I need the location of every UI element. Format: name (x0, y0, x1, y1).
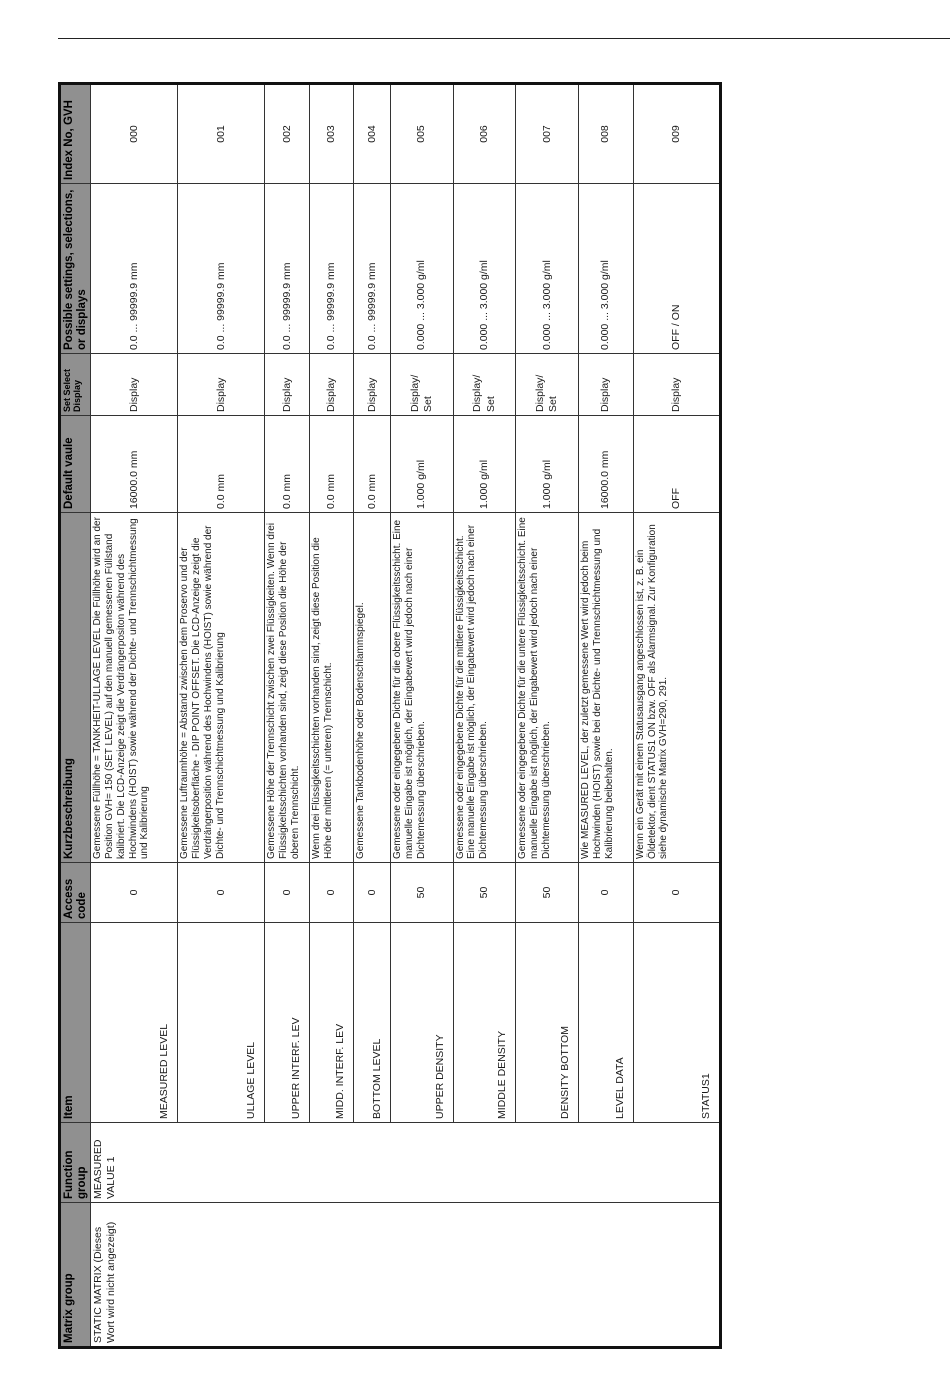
matrix-group-cell: STATIC MATRIX (Dieses Wort wird nicht angezeigt) (91, 1203, 721, 1348)
index-no-cell: 008 (579, 84, 634, 184)
access-code-cell: 0 (91, 863, 178, 923)
access-code-cell: 0 (309, 863, 354, 923)
access-code-cell: 50 (516, 863, 579, 923)
rotated-table-container (58, 84, 722, 1349)
possible-settings-cell: 0.0 ... 99999.9 mm (91, 184, 178, 354)
description-cell: Wenn drei Flüssigkeitsschichten vorhanden sind, zeigt diese Position die Höhe der mittleren (= unteren) Trennschicht. (309, 513, 354, 863)
access-code-cell: 0 (579, 863, 634, 923)
index-no-cell: 004 (354, 84, 390, 184)
set-select-display-cell: Display/ Set (453, 354, 516, 416)
index-no-cell: 009 (633, 84, 720, 184)
set-select-display-cell: Display (178, 354, 265, 416)
header-default-value: Default vaule (60, 416, 91, 513)
header-possible-settings: Possible settings, selections, or displays (60, 184, 91, 354)
default-value-cell: 16000.0 mm (91, 416, 178, 513)
default-value-cell: 16000.0 mm (579, 416, 634, 513)
description-cell: Gemessene Höhe der Trennschicht zwischen zwei Flüssigkeiten. Wenn drei Flüssigkeitsschichten vorhanden sind, zeigt diese Position die Höhe der oberen Trennschicht. (265, 513, 310, 863)
item-cell: UPPER INTERF. LEV (265, 923, 310, 1123)
header-rule (58, 38, 950, 39)
possible-settings-cell: 0.000 ... 3.000 g/ml (453, 184, 516, 354)
default-value-cell: 1.000 g/ml (453, 416, 516, 513)
item-cell: STATUS1 (633, 923, 720, 1123)
default-value-cell: 1.000 g/ml (516, 416, 579, 513)
index-no-cell: 002 (265, 84, 310, 184)
access-code-cell: 0 (178, 863, 265, 923)
description-cell: Gemessene oder eingegebene Dichte für die untere Flüssigkeitsschicht. Eine manuelle Eingabe ist möglich, der Eingabewert wird jedoch nach einer Dichtemessung überschrieben. (516, 513, 579, 863)
index-no-cell: 007 (516, 84, 579, 184)
header-description: Kurzbeschreibung (60, 513, 91, 863)
header-set-select-display: Set Select Display (60, 354, 91, 416)
possible-settings-cell: 0.000 ... 3.000 g/ml (390, 184, 453, 354)
access-code-cell: 50 (453, 863, 516, 923)
possible-settings-cell: 0.000 ... 3.000 g/ml (516, 184, 579, 354)
index-no-cell: 000 (91, 84, 178, 184)
item-cell: MIDDLE DENSITY (453, 923, 516, 1123)
table-row (91, 84, 178, 1348)
set-select-display-cell: Display (91, 354, 178, 416)
matrix-table (58, 82, 722, 1349)
index-no-cell: 005 (390, 84, 453, 184)
header-item: Item (60, 923, 91, 1123)
item-cell: ULLAGE LEVEL (178, 923, 265, 1123)
header-access-code: Access code (60, 863, 91, 923)
set-select-display-cell: Display (265, 354, 310, 416)
possible-settings-cell: OFF / ON (633, 184, 720, 354)
item-cell: MEASURED LEVEL (91, 923, 178, 1123)
item-cell: LEVEL DATA (579, 923, 634, 1123)
access-code-cell: 0 (265, 863, 310, 923)
set-select-display-cell: Display/ Set (516, 354, 579, 416)
default-value-cell: 0.0 mm (178, 416, 265, 513)
item-cell: BOTTOM LEVEL (354, 923, 390, 1123)
description-cell: Gemessene Luftraumhöhe = Abstand zwischen dem Proservo und der Flüssigkeitsoberfläche - DIP POINT OFFSET. Die LCD-Anzeige zeigt die Verdrängerposition während des Hochwindens (HOIST) sowie während der Dichte- und Trennschichtmessung und Kalibrierung (178, 513, 265, 863)
default-value-cell: 0.0 mm (265, 416, 310, 513)
description-cell: Gemessene Füllhöhe = TANKHEIT-ULLAGE LEVEL Die Füllhöhe wird an der Position GVH= 150 (SET LEVEL) auf den manuell gemessenen Füllstand kalibriert. Die LCD-Anzeige zeigt die Verdrängerpositon während des Hochwindens (HOIST) sowie während der Dichte- und Trennschichtmessung und Kalibrierung (91, 513, 178, 863)
item-cell: UPPER DENSITY (390, 923, 453, 1123)
possible-settings-cell: 0.000 ... 3.000 g/ml (579, 184, 634, 354)
default-value-cell: OFF (633, 416, 720, 513)
function-group-cell: MEASURED VALUE 1 (91, 1123, 721, 1203)
description-cell: Gemessene Tankbodenhöhe oder Bodenschlammspiegel. (354, 513, 390, 863)
set-select-display-cell: Display (633, 354, 720, 416)
header-function-group: Function group (60, 1123, 91, 1203)
default-value-cell: 0.0 mm (354, 416, 390, 513)
set-select-display-cell: Display (309, 354, 354, 416)
description-cell: Gemessene oder eingegebene Dichte für die mittlere Flüssigkeitsschicht. Eine manuelle Eingabe ist möglich, der Eingabewert wird jedoch nach einer Dichtemessung überschrieben. (453, 513, 516, 863)
access-code-cell: 0 (354, 863, 390, 923)
possible-settings-cell: 0.0 ... 99999.9 mm (178, 184, 265, 354)
item-cell: MIDD. INTERF. LEV (309, 923, 354, 1123)
item-cell: DENSITY BOTTOM (516, 923, 579, 1123)
access-code-cell: 50 (390, 863, 453, 923)
possible-settings-cell: 0.0 ... 99999.9 mm (265, 184, 310, 354)
header-index-no: Index No, GVH (60, 84, 91, 184)
set-select-display-cell: Display (354, 354, 390, 416)
possible-settings-cell: 0.0 ... 99999.9 mm (309, 184, 354, 354)
set-select-display-cell: Display/ Set (390, 354, 453, 416)
index-no-cell: 006 (453, 84, 516, 184)
default-value-cell: 1.000 g/ml (390, 416, 453, 513)
header-row (60, 84, 91, 1348)
index-no-cell: 001 (178, 84, 265, 184)
description-cell: Wie MEASURED LEVEL, der zuletzt gemessene Wert wird jedoch beim Hochwinden (HOIST) sowie bei der Dichte- und Trennschichtmessung und Kalibrierung beibehalten. (579, 513, 634, 863)
set-select-display-cell: Display (579, 354, 634, 416)
header-matrix-group: Matrix group (60, 1203, 91, 1348)
default-value-cell: 0.0 mm (309, 416, 354, 513)
description-cell: Wenn ein Gerät mit einem Statusausgang angeschlossen ist, z. B. ein Öldetektor, dient STATUS1 ON bzw. OFF als Alarmsignal. Zur Konfiguration siehe dynamische Matrix GVH=290, 291. (633, 513, 720, 863)
description-cell: Gemessene oder eingegebene Dichte für die obere Flüssigkeitsschicht. Eine manuelle Eingabe ist möglich, der Eingabewert wird jedoch nach einer Dichtemessung überschrieben. (390, 513, 453, 863)
possible-settings-cell: 0.0 ... 99999.9 mm (354, 184, 390, 354)
access-code-cell: 0 (633, 863, 720, 923)
index-no-cell: 003 (309, 84, 354, 184)
